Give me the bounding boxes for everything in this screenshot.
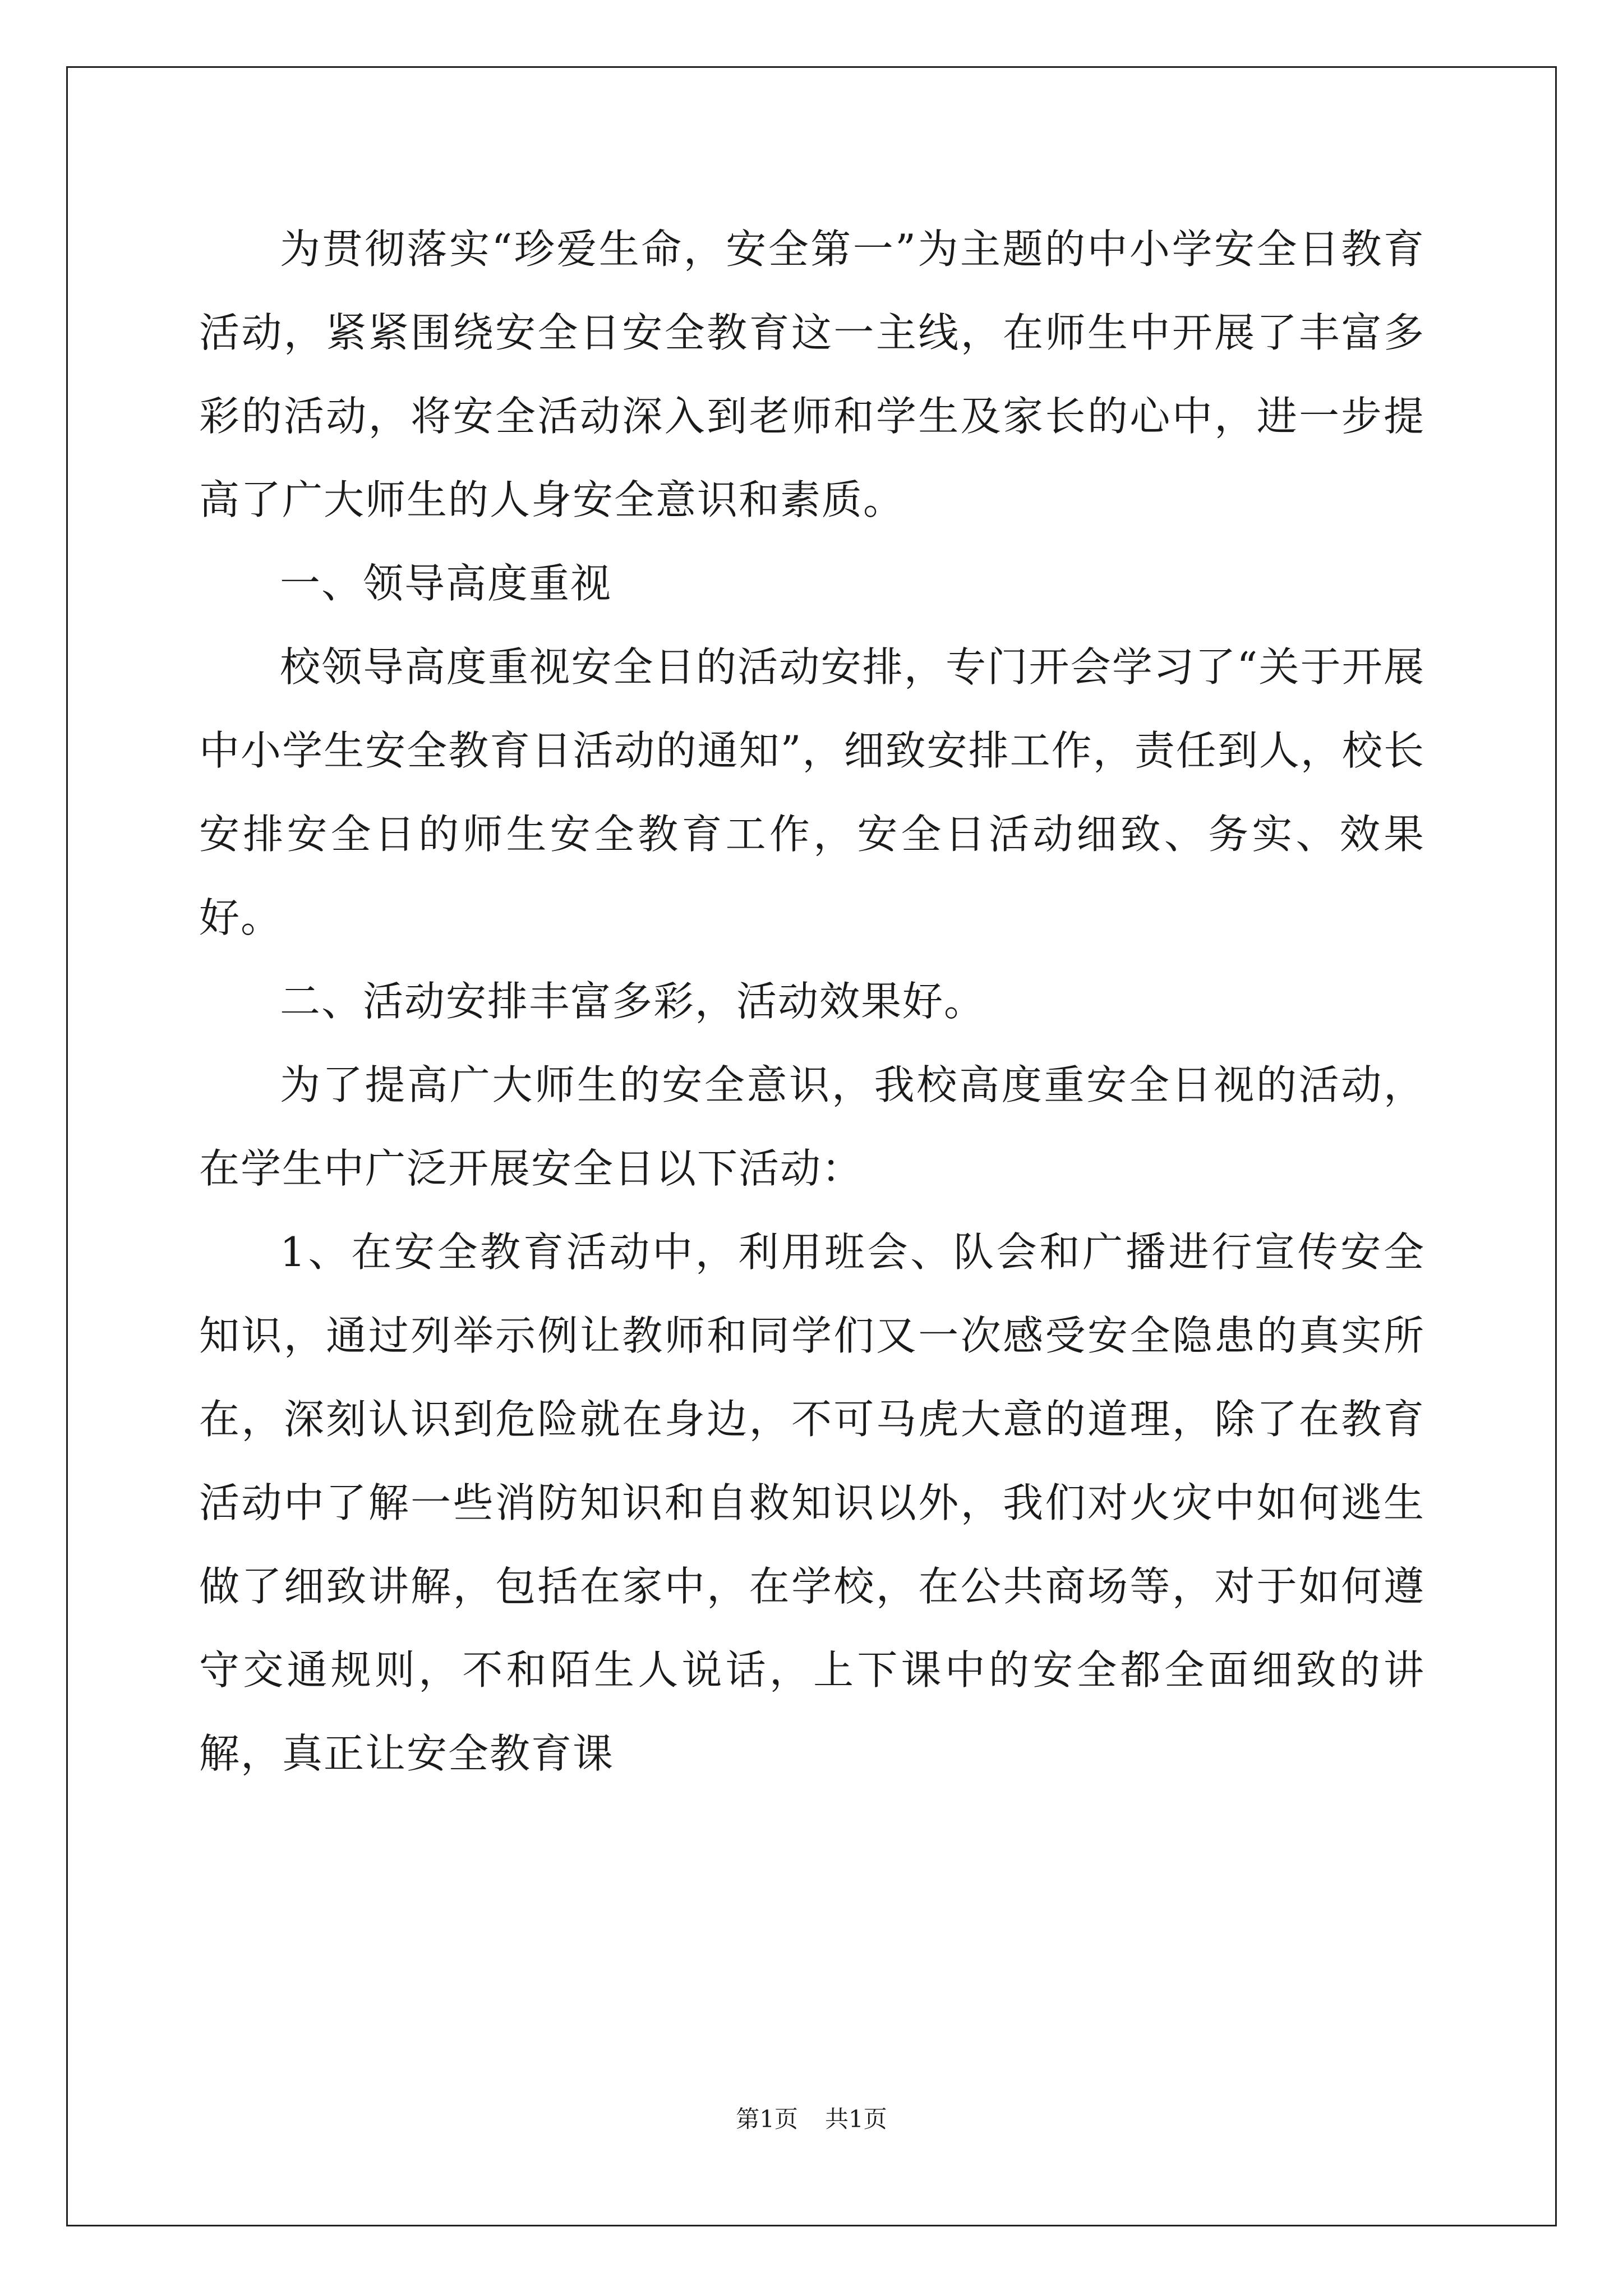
section-heading-activities: 二、活动安排丰富多彩，活动效果好。	[280, 978, 986, 1025]
activities-intro-paragraph: 为了提高广大师生的安全意识，我校高度重安全日视的活动，在学生中广泛开展安全日以下活动：	[199, 1061, 1425, 1192]
page-footer	[0, 2102, 1623, 2136]
section-heading-leadership: 一、领导高度重视	[280, 560, 612, 607]
activity-item-1-paragraph: 1、在安全教育活动中，利用班会、队会和广播进行宣传安全知识，通过列举示例让教师和同学们又一次感受安全隐患的真实所在，深刻认识到危险就在身边，不可马虎大意的道理，除了在教育活动中了解一些消防知识和自救知识以外，我们对火灾中如何逃生做了细致讲解，包括在家中，在学校，在公共商场等，对于如何遵守交通规则，不和陌生人说话，上下课中的安全都全面细致的讲解，真正让安全教育课	[199, 1228, 1425, 1777]
document-body	[199, 208, 1425, 1796]
leadership-paragraph: 校领导高度重视安全日的活动安排，专门开会学习了“关于开展中小学生安全教育日活动的通知”，细致安排工作，责任到人，校长安排安全日的师生安全教育工作，安全日活动细致、务实、效果好。	[199, 643, 1425, 941]
page-number: 第1页	[736, 2105, 798, 2133]
intro-paragraph: 为贯彻落实“珍爱生命，安全第一”为主题的中小学安全日教育活动，紧紧围绕安全日安全教育这一主线，在师生中开展了丰富多彩的活动，将安全活动深入到老师和学生及家长的心中，进一步提高了广大师生的人身安全意识和素质。	[199, 226, 1425, 523]
page-total: 共1页	[825, 2105, 887, 2133]
